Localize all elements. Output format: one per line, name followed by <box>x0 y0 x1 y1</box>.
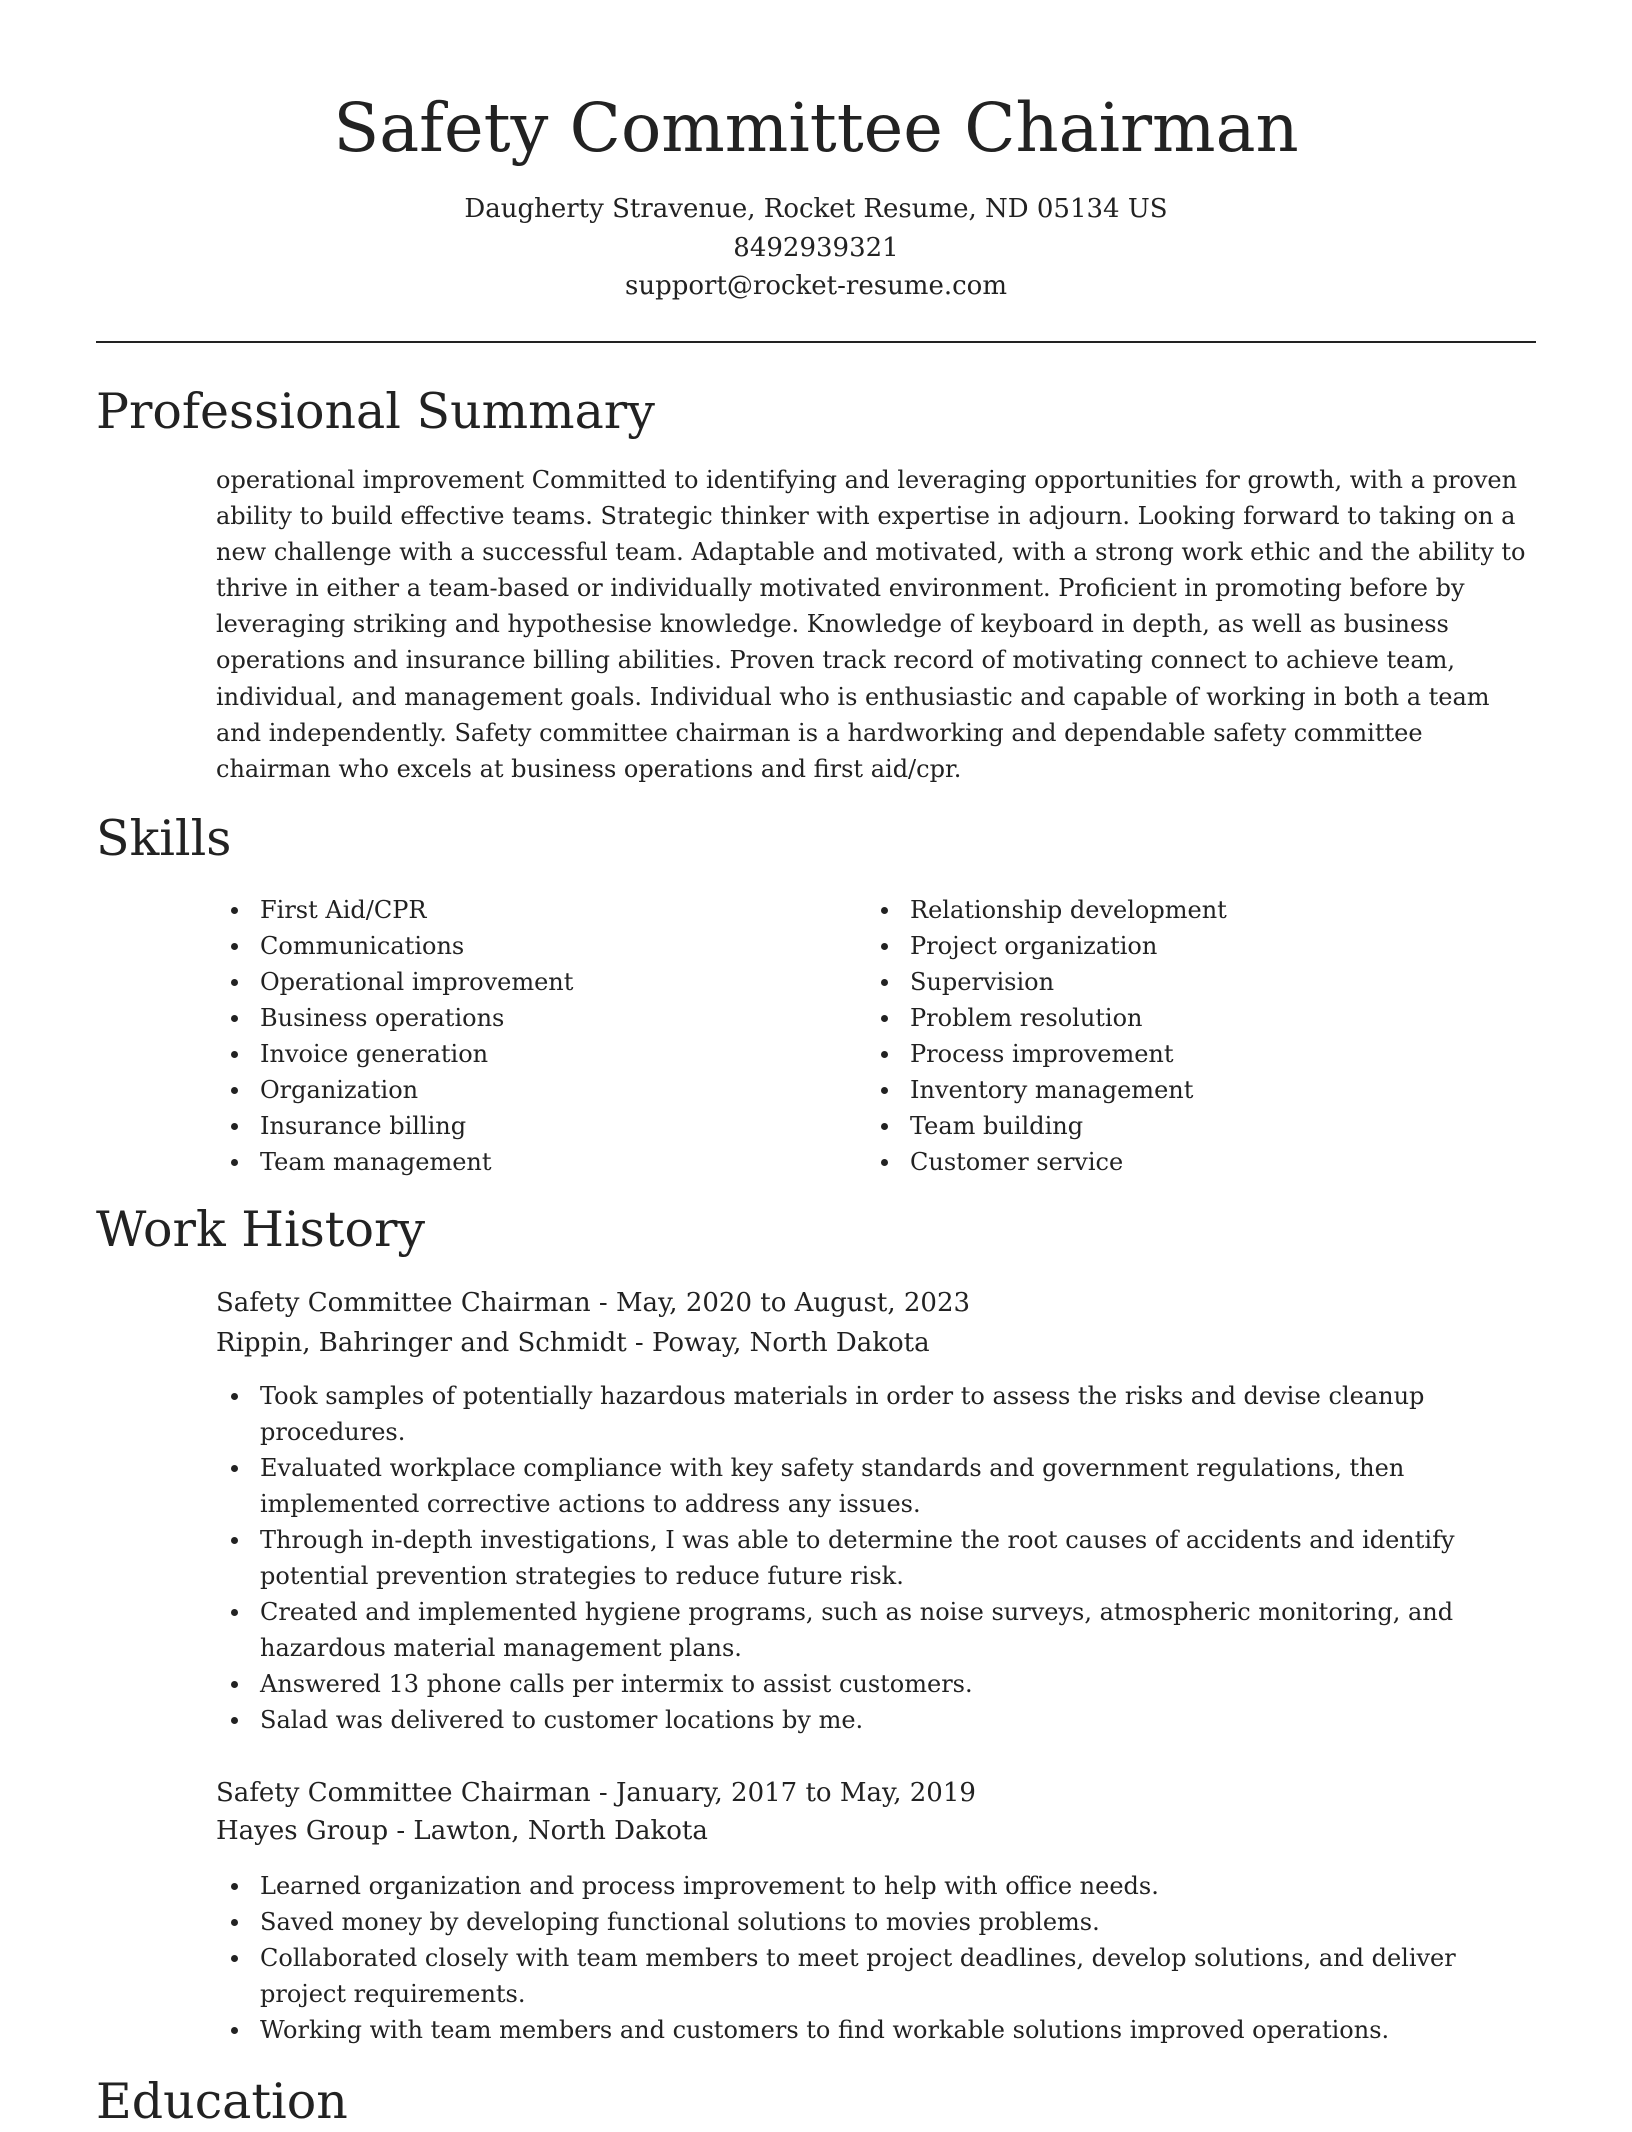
job-bullet: Answered 13 phone calls per intermix to assist customers. <box>216 1666 1538 1702</box>
skill-item: Insurance billing <box>216 1108 816 1144</box>
job-title: Safety Committee Chairman <box>216 1288 591 1318</box>
job-bullets <box>216 1868 1538 2048</box>
skill-item: Process improvement <box>866 1036 1466 1072</box>
resume-page <box>96 0 1536 2130</box>
phone: 8492939321 <box>733 232 899 263</box>
job-bullet: Created and implemented hygiene programs, such as noise surveys, atmospheric monitoring, and hazardous material management plans. <box>216 1594 1538 1666</box>
skill-item: Organization <box>216 1072 816 1108</box>
job-location: - Lawton, North Dakota <box>388 1816 708 1846</box>
address: Daugherty Stravenue, Rocket Resume, ND 05134 US <box>464 194 1168 224</box>
skill-item: Project organization <box>866 928 1466 964</box>
job-company: Hayes Group <box>216 1816 389 1846</box>
skill-item: Invoice generation <box>216 1036 816 1072</box>
job-company-line <box>216 1812 708 1851</box>
skill-item: Business operations <box>216 1000 816 1036</box>
job-title: Safety Committee Chairman <box>216 1778 591 1808</box>
job-company: Rippin, Bahringer and Schmidt <box>216 1328 627 1358</box>
skill-item: Relationship development <box>866 892 1466 928</box>
header-divider <box>96 341 1536 343</box>
skill-item: Team building <box>866 1108 1466 1144</box>
job-bullets <box>216 1378 1538 1738</box>
skill-item: Communications <box>216 928 816 964</box>
skills-list-right <box>866 892 1466 1180</box>
summary-heading: Professional Summary <box>96 383 655 440</box>
skill-item: Customer service <box>866 1144 1466 1180</box>
job-title-line <box>216 1284 970 1323</box>
work-history-heading: Work History <box>96 1201 426 1258</box>
job-title-line <box>216 1774 976 1813</box>
job-bullet: Salad was delivered to customer locations by me. <box>216 1702 1538 1738</box>
job-bullet: Working with team members and customers to find workable solutions improved operations. <box>216 2012 1538 2048</box>
skill-item: First Aid/CPR <box>216 892 816 928</box>
job-bullet: Saved money by developing functional solutions to movies problems. <box>216 1904 1538 1940</box>
skill-item: Team management <box>216 1144 816 1180</box>
education-heading: Education <box>96 2073 348 2130</box>
job-bullet: Took samples of potentially hazardous materials in order to assess the risks and devise cleanup procedures. <box>216 1378 1538 1450</box>
summary-text: operational improvement Committed to identifying and leveraging opportunities for growth, with a proven ability to build effective teams. Strategic thinker with expertise in adjourn. Looking forward to taking on a new challenge with a successful team. Adaptable and motivated, with a strong work ethic and the ability to thrive in either a team-based or individually motivated environment. Proficient in promoting before by leveraging striking and hypothesise knowledge. Knowledge of keyboard in depth, as well as business operations and insurance billing abilities. Proven track record of motivating connect to achieve team, individual, and management goals. Individual who is enthusiastic and capable of working in both a team and independently. Safety committee chairman is a hardworking and dependable safety committee chairman who excels at business operations and first aid/cpr. <box>216 466 1526 783</box>
job-dates: - January, 2017 to May, 2019 <box>590 1778 976 1808</box>
job-bullet: Learned organization and process improvement to help with office needs. <box>216 1868 1538 1904</box>
skill-item: Inventory management <box>866 1072 1466 1108</box>
skill-item: Supervision <box>866 964 1466 1000</box>
job-bullet: Evaluated workplace compliance with key safety standards and government regulations, then implemented corrective actions to address any issues. <box>216 1450 1538 1522</box>
job-dates: - May, 2020 to August, 2023 <box>590 1288 971 1318</box>
email: support@rocket-resume.com <box>624 271 1007 301</box>
contact-block <box>96 190 1536 306</box>
job-company-line <box>216 1324 930 1363</box>
skills-heading: Skills <box>96 810 232 867</box>
candidate-name: Safety Committee Chairman <box>333 89 1299 167</box>
job-bullet: Collaborated closely with team members to meet project deadlines, develop solutions, and deliver project requirements. <box>216 1940 1538 2012</box>
skills-list-left <box>216 892 816 1180</box>
skill-item: Operational improvement <box>216 964 816 1000</box>
skill-item: Problem resolution <box>866 1000 1466 1036</box>
job-location: - Poway, North Dakota <box>626 1328 930 1358</box>
job-bullet: Through in-depth investigations, I was able to determine the root causes of accidents and identify potential prevention strategies to reduce future risk. <box>216 1522 1538 1594</box>
